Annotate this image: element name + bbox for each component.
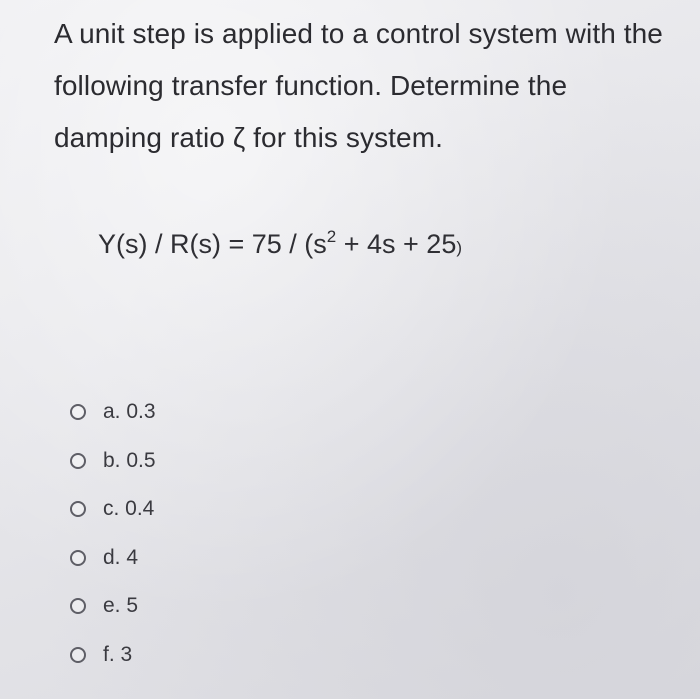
question-text-block — [54, 8, 674, 164]
question-text: A unit step is applied to a control system with the following transfer function. Determine the damping ratio ζ for this system. — [54, 18, 663, 153]
option-label: d. 4 — [103, 545, 139, 569]
option-a[interactable] — [70, 388, 156, 437]
option-d[interactable] — [70, 534, 156, 583]
radio-button-icon[interactable] — [70, 647, 86, 663]
equation-rhs: + 4s + 25 — [336, 229, 457, 259]
option-b[interactable] — [70, 437, 156, 486]
option-c[interactable] — [70, 485, 156, 534]
equation-exponent: 2 — [326, 227, 337, 246]
equation-close-paren: ) — [456, 238, 463, 257]
radio-button-icon[interactable] — [70, 453, 86, 469]
transfer-function-equation — [98, 222, 462, 270]
radio-button-icon[interactable] — [70, 501, 86, 517]
option-label: e. 5 — [103, 594, 139, 618]
option-label: c. 0.4 — [103, 497, 155, 521]
option-label: b. 0.5 — [103, 448, 156, 472]
radio-button-icon[interactable] — [70, 598, 86, 614]
radio-button-icon[interactable] — [70, 550, 86, 566]
equation-lhs: Y(s) / R(s) = 75 / (s — [98, 229, 327, 259]
radio-button-icon[interactable] — [70, 404, 86, 420]
option-e[interactable] — [70, 582, 156, 631]
answer-options — [70, 388, 156, 679]
option-f[interactable] — [70, 631, 156, 680]
option-label: f. 3 — [103, 642, 133, 666]
option-label: a. 0.3 — [103, 400, 156, 424]
